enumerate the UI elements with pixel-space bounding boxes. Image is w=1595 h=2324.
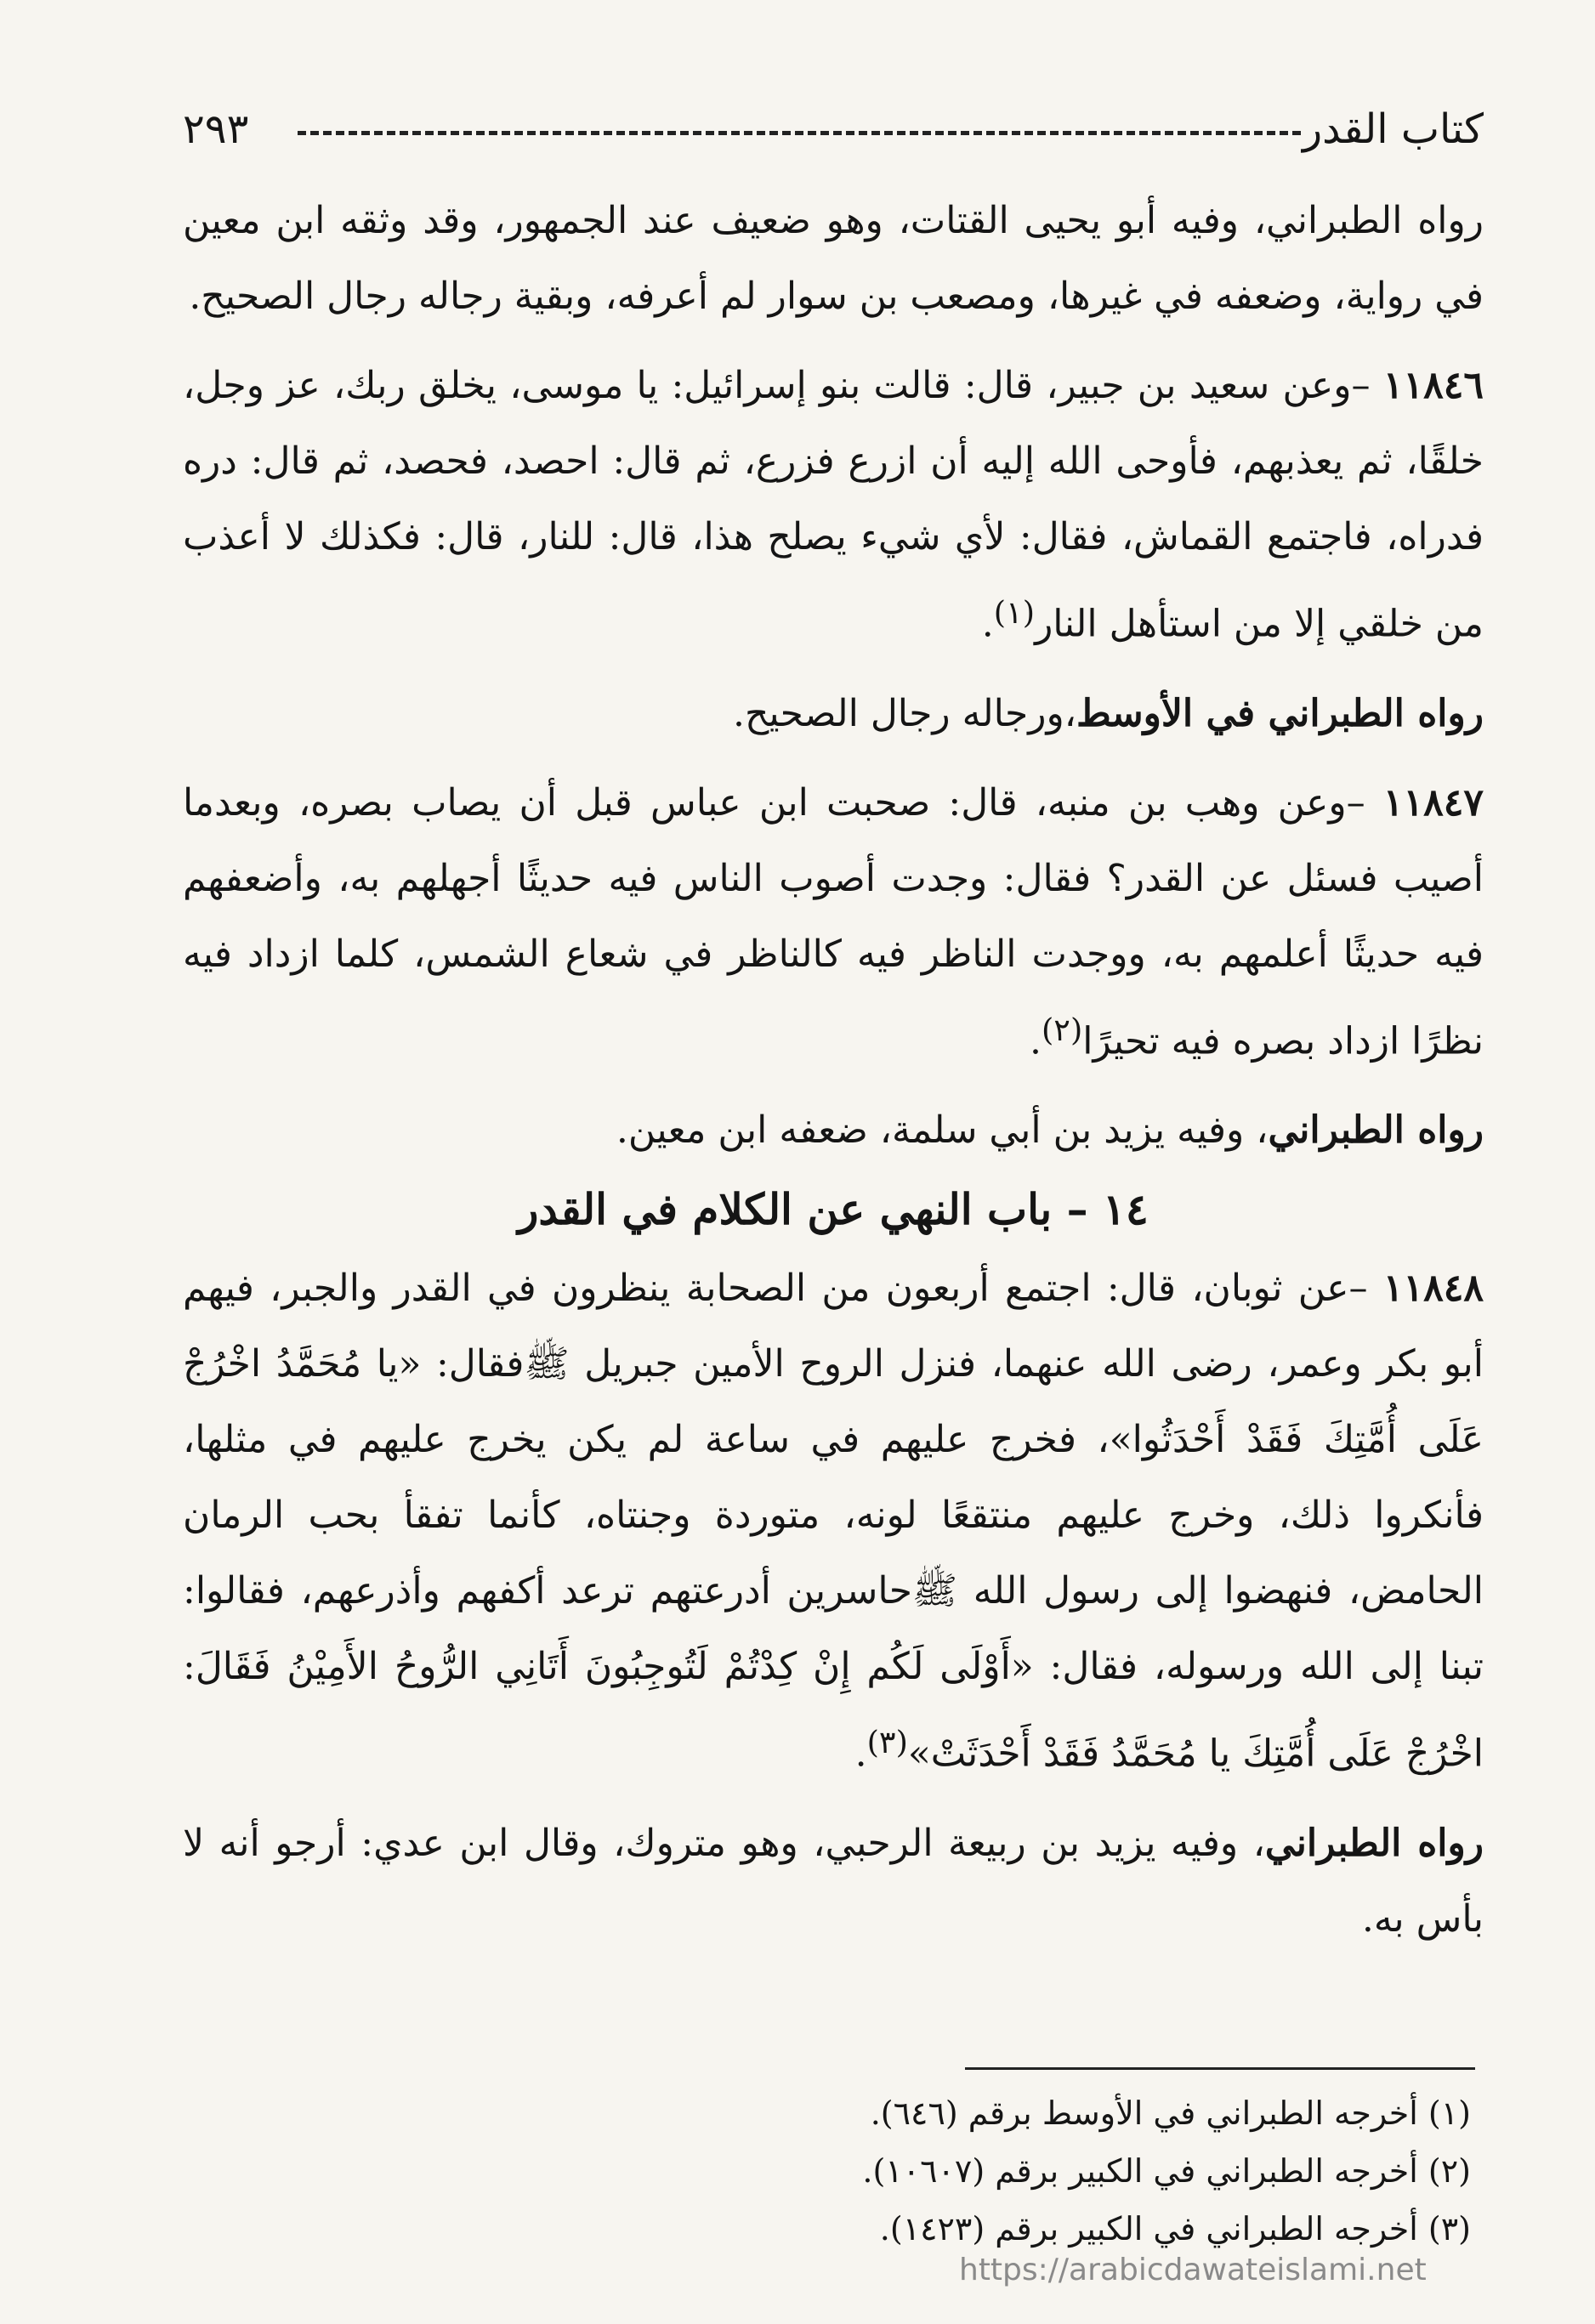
hadith-end: . (981, 602, 994, 646)
attribution-source: رواه الطبراني (1264, 1821, 1484, 1865)
footnote-ref[interactable]: (١) (993, 594, 1036, 631)
hadith-text: –وعن وهب بن منبه، قال: صحبت ابن عباس قبل أن يصاب بصره، وبعدما أصيب فسئل عن القدر؟ فقال: وجدت أصوب الناس فيه حديثًا أجهلهم به، وأضعفهم فيه حديثًا أعلمهم به، ووجدت الناظر فيه كالناظر في شعاع الشمس، كلما ازداد فيه نظرًا ازداد بصره فيه تحيرًا (183, 780, 1484, 1063)
hadith-text: –وعن سعيد بن جبير، قال: قالت بنو إسرائيل: يا موسى، يخلق ربك، عز وجل، خلقًا، ثم يعذبهم، فأوحى الله إليه أن ازرع فزرع، ثم قال: احصد، فحصد، ثم قال: دره فدراه، فاجتمع القماش، فقال: لأي شيء يصلح هذا، قال: للنار، قال: فكذلك لا أعذب من خلقي إلا من استأهل النار (183, 364, 1484, 646)
footnote-item: (٣) أخرجه الطبراني في الكبير برقم (١٤٢٣). (879, 2210, 1471, 2247)
hadith-number: ١١٨٤٨ (1382, 1267, 1484, 1311)
hadith-end: . (1029, 1019, 1042, 1063)
hadith-number: ١١٨٤٦ (1382, 364, 1484, 407)
main-text (183, 183, 1484, 1957)
attribution-paragraph (183, 183, 1484, 334)
page-number: ٢٩٣ (183, 105, 249, 153)
attribution-source: رواه الطبراني في الأوسط (1076, 691, 1484, 735)
hadith-text: –عن ثوبان، قال: اجتمع أربعون من الصحابة ينظرون في القدر والجبر، فيهم أبو بكر وعمر، رضى الله عنهما، فنزل الروح الأمين جبريل ﷺفقال: «يا مُحَمَّدُ اخْرُجْ عَلَى أُمَّتِكَ فَقَدْ أَحْدَثُوا»، فخرج عليهم في ساعة لم يكن يخرج عليهم في مثلها، فأنكروا ذلك، وخرج عليهم منتقعًا لونه، متوردة وجنتاه، كأنما تفقأ بحب الرمان الحامض، فنهضوا إلى رسول الله ﷺحاسرين أدرعتهم ترعد أكفهم وأذرعهم، فقالوا: تبنا إلى الله ورسوله، فقال: «أَوْلَى لَكُم إِنْ كِدْتُمْ لَتُوجِبُونَ أَتَانِي الرُّوحُ الأَمِيْنُ فَقَالَ: اخْرُجْ عَلَى أُمَّتِكَ يا مُحَمَّدُ فَقَدْ أَحْدَثَتْ» (183, 1267, 1484, 1776)
book-title: كتاب القدر (1302, 105, 1484, 153)
footnote-item: (١) أخرجه الطبراني في الأوسط برقم (٦٤٦). (870, 2094, 1471, 2132)
attribution-text: ، وفيه يزيد بن ربيعة الرحبي، وهو متروك، وقال ابن عدي: أرجو أنه لا بأس به. (183, 1821, 1484, 1941)
section-heading: ١٤ – باب النهي عن الكلام في القدر (518, 1184, 1149, 1235)
attribution-paragraph (183, 1092, 1484, 1168)
footnote-ref[interactable]: (٣) (866, 1724, 908, 1761)
attribution-source: رواه الطبراني (1268, 1108, 1484, 1153)
hadith-number: ١١٨٤٧ (1382, 780, 1484, 825)
footnote-ref[interactable]: (٢) (1041, 1011, 1083, 1048)
attribution-text: ، وفيه يزيد بن أبي سلمة، ضعفه ابن معين. (616, 1108, 1269, 1153)
attribution-paragraph (183, 1805, 1484, 1957)
attribution-text: رواه الطبراني، وفيه أبو يحيى القتات، وهو ضعيف عند الجمهور، وقد وثقه ابن معين في رواية، وضعفه في غيرها، ومصعب بن سوار لم أعرفه، وبقية رجاله رجال الصحيح. (183, 199, 1484, 318)
attribution-paragraph (183, 676, 1484, 751)
header-dashed-rule (298, 131, 1301, 135)
hadith-11847 (183, 765, 1484, 1080)
footnote-item: (٢) أخرجه الطبراني في الكبير برقم (١٠٦٠٧). (862, 2152, 1471, 2190)
attribution-text: ،ورجاله رجال الصحيح. (732, 691, 1076, 735)
hadith-11848 (183, 1250, 1484, 1792)
hadith-end: . (854, 1732, 867, 1776)
running-header (183, 94, 1484, 162)
watermark-url: https://arabicdawateislami.net (959, 2253, 1427, 2287)
footnotes (183, 2084, 1471, 2258)
hadith-11846 (183, 348, 1484, 662)
footnote-divider (965, 2067, 1475, 2070)
